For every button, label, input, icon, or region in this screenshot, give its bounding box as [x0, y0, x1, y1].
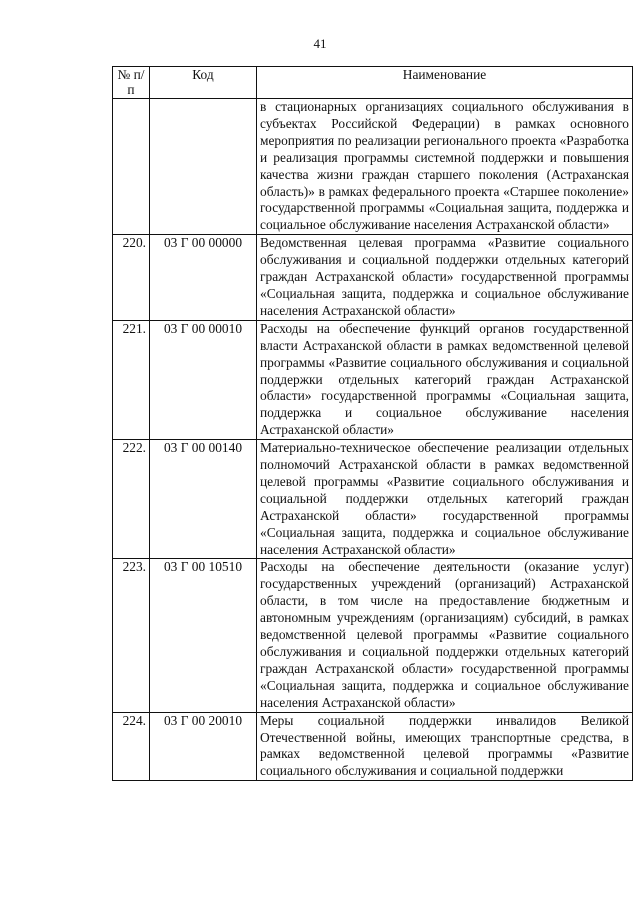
- table-header: [113, 67, 633, 99]
- row-code: 03 Г 00 00140: [150, 440, 257, 559]
- table-body: [113, 99, 633, 781]
- row-num: 220.: [113, 235, 150, 321]
- row-code: 03 Г 00 00010: [150, 320, 257, 439]
- table-row: [113, 712, 633, 781]
- row-name: Меры социальной поддержки инвалидов Великой Отечественной войны, имеющих транспортные средства, в рамках ведомственной целевой программы «Развитие социального обслуживания и социальной поддержки: [257, 712, 633, 781]
- row-name: в стационарных организациях социального обслуживания в субъектах Российской Федерации) в рамках основного мероприятия по реализации регионального проекта «Разработка и реализация программы системной поддержки и повышения качества жизни граждан старшего поколения (Астраханская область)» в рамках федерального проекта «Старшее поколение» государственной программы «Социальная защита, поддержка и социальное обслуживание населения Астраханской области»: [257, 99, 633, 235]
- header-row: [113, 67, 633, 99]
- row-code: 03 Г 00 10510: [150, 559, 257, 712]
- header-code: Код: [150, 67, 257, 99]
- row-num: 223.: [113, 559, 150, 712]
- row-num: 221.: [113, 320, 150, 439]
- row-num: 222.: [113, 440, 150, 559]
- row-code: 03 Г 00 20010: [150, 712, 257, 781]
- table-row: [113, 99, 633, 235]
- table-row: [113, 320, 633, 439]
- row-name: Материально-техническое обеспечение реализации отдельных полномочий Астраханской области в рамках ведомственной целевой программы «Развитие социального обслуживания и социальной поддержки отдельных категорий граждан Астраханской области» государственной программы «Социальная защита, поддержка и социальное обслуживание населения Астраханской области»: [257, 440, 633, 559]
- row-num: 224.: [113, 712, 150, 781]
- row-code: 03 Г 00 00000: [150, 235, 257, 321]
- table-row: [113, 440, 633, 559]
- row-name: Ведомственная целевая программа «Развитие социального обслуживания и социальной поддержки отдельных категорий граждан Астраханской области» государственной программы «Социальная защита, поддержка и социальное обслуживание населения Астраханской области»: [257, 235, 633, 321]
- row-code: [150, 99, 257, 235]
- budget-code-table: [112, 66, 633, 781]
- page-number: 41: [313, 36, 327, 51]
- table-row: [113, 559, 633, 712]
- header-name: Наименование: [257, 67, 633, 99]
- row-name: Расходы на обеспечение функций органов государственной власти Астраханской области в рамках ведомственной целевой программы «Развитие социального обслуживания и социальной поддержки отдельных категорий граждан Астраханской области» государственной программы «Социальная защита, поддержка и социальное обслуживание населения Астраханской области»: [257, 320, 633, 439]
- table-row: [113, 235, 633, 321]
- header-num: № п/п: [113, 67, 150, 99]
- row-name: Расходы на обеспечение деятельности (оказание услуг) государственных учреждений (организаций) Астраханской области, в том числе на предоставление бюджетным и автономным учреждениям (организациям) субсидий, в рамках ведомственной целевой программы «Развитие социального обслуживания и социальной поддержки отдельных категорий граждан Астраханской области» государственной программы «Социальная защита, поддержка и социальное обслуживание населения Астраханской области»: [257, 559, 633, 712]
- row-num: [113, 99, 150, 235]
